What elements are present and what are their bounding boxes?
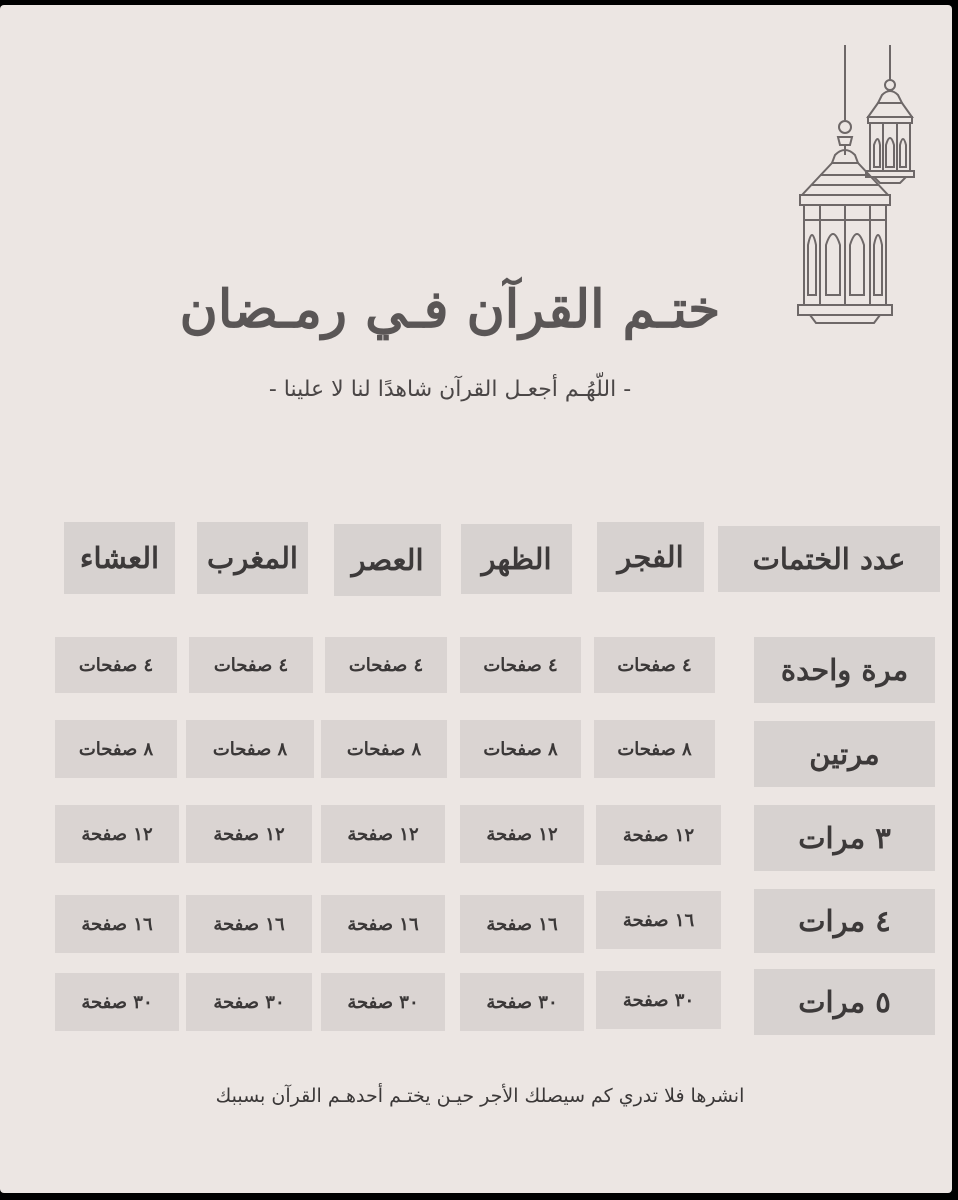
header-isha: العشاء [64, 522, 175, 594]
page-subtitle: - اللّهُـم أجعـل القرآن شاهدًا لنا لا علينا - [268, 377, 632, 402]
page-title: ختـم القرآن فـي رمـضان [179, 279, 721, 340]
row1-dhuhr: ٤ صفحات [460, 637, 581, 693]
footer-note: انشرها فلا تدري كم سيصلك الأجر حيـن يختـم أحدهـم القرآن بسببك [215, 1085, 745, 1107]
row-label-twice: مرتين [754, 721, 935, 787]
row2-asr: ٨ صفحات [321, 720, 447, 778]
header-dhuhr: الظهر [461, 524, 572, 594]
row3-isha: ١٢ صفحة [55, 805, 179, 863]
row-label-once: مرة واحدة [754, 637, 935, 703]
row3-fajr: ١٢ صفحة [596, 805, 721, 865]
row-label-four-times: ٤ مرات [754, 889, 935, 953]
row2-fajr: ٨ صفحات [594, 720, 715, 778]
row5-fajr: ٣٠ صفحة [596, 971, 721, 1029]
row1-fajr: ٤ صفحات [594, 637, 715, 693]
header-maghrib: المغرب [197, 522, 308, 594]
row5-dhuhr: ٣٠ صفحة [460, 973, 584, 1031]
row2-isha: ٨ صفحات [55, 720, 177, 778]
row1-asr: ٤ صفحات [325, 637, 447, 693]
row3-maghrib: ١٢ صفحة [186, 805, 312, 863]
row-label-three-times: ٣ مرات [754, 805, 935, 871]
row4-dhuhr: ١٦ صفحة [460, 895, 584, 953]
header-asr: العصر [334, 524, 441, 596]
row4-maghrib: ١٦ صفحة [186, 895, 312, 953]
row4-fajr: ١٦ صفحة [596, 891, 721, 949]
row2-dhuhr: ٨ صفحات [460, 720, 581, 778]
row3-dhuhr: ١٢ صفحة [460, 805, 584, 863]
header-count-label: عدد الختمات [718, 526, 940, 592]
poster-card [0, 5, 952, 1193]
row-label-five-times: ٥ مرات [754, 969, 935, 1035]
header-fajr: الفجر [597, 522, 704, 592]
row1-maghrib: ٤ صفحات [189, 637, 313, 693]
row1-isha: ٤ صفحات [55, 637, 177, 693]
row5-asr: ٣٠ صفحة [321, 973, 445, 1031]
row4-isha: ١٦ صفحة [55, 895, 179, 953]
row3-asr: ١٢ صفحة [321, 805, 445, 863]
ramadan-lantern-icon [790, 45, 930, 325]
row2-maghrib: ٨ صفحات [186, 720, 314, 778]
row5-maghrib: ٣٠ صفحة [186, 973, 312, 1031]
row5-isha: ٣٠ صفحة [55, 973, 179, 1031]
row4-asr: ١٦ صفحة [321, 895, 445, 953]
